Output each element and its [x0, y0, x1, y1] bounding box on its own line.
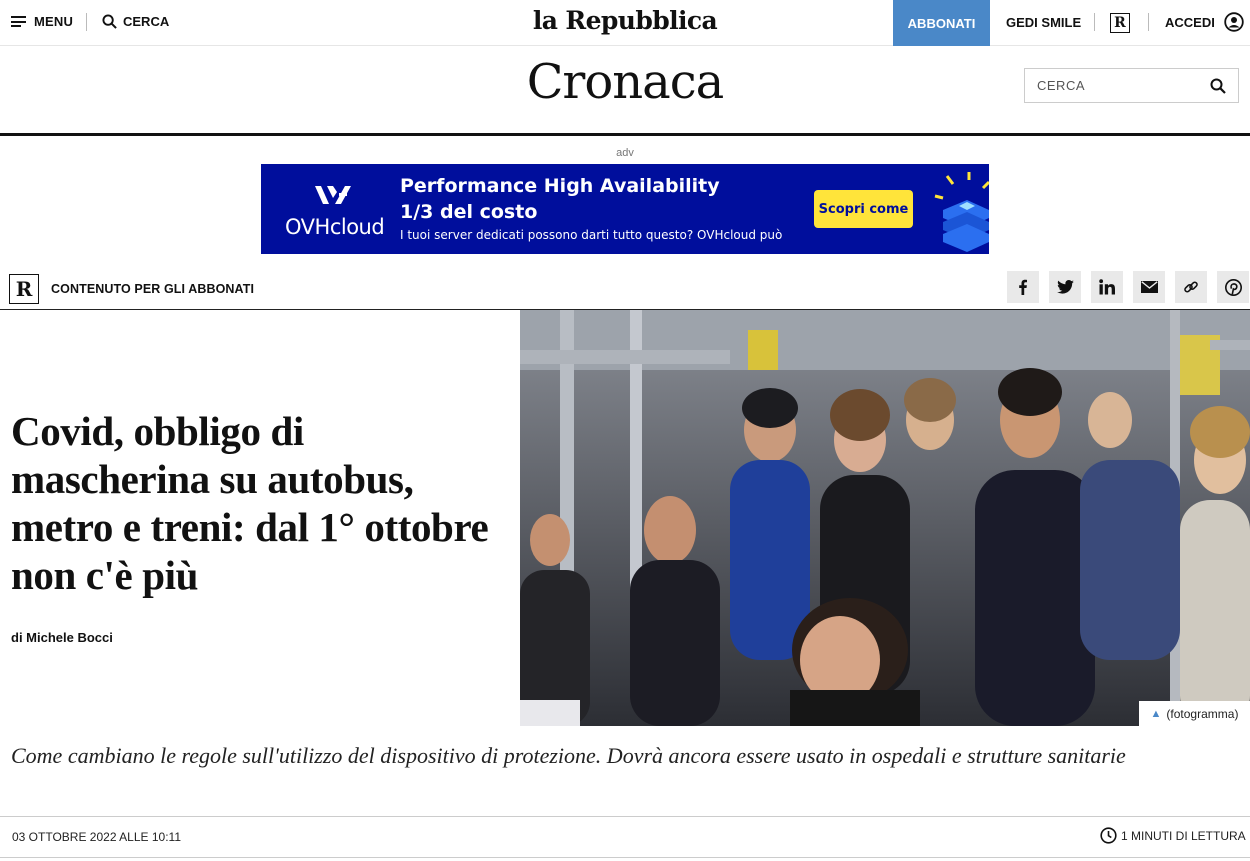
search-input[interactable] — [1037, 78, 1187, 93]
ad-headline — [400, 173, 720, 225]
hamburger-icon — [11, 16, 26, 27]
divider — [0, 857, 1250, 858]
facebook-icon — [1015, 279, 1031, 295]
section-divider — [0, 133, 1250, 136]
reading-time-label: 1 MINUTI DI LETTURA — [1121, 828, 1246, 843]
ad-label: adv — [616, 147, 634, 159]
mail-icon — [1141, 281, 1158, 293]
search-icon — [102, 14, 117, 29]
site-logo[interactable]: la Repubblica — [532, 6, 718, 35]
share-twitter-button[interactable] — [1049, 271, 1081, 303]
photo-credit[interactable] — [1139, 701, 1250, 726]
search-label: CERCA — [123, 14, 170, 29]
clock-icon — [1100, 827, 1117, 844]
linkedin-icon — [1099, 279, 1115, 295]
article-author[interactable]: di Michele Bocci — [11, 630, 113, 645]
article-summary: Come cambiano le regole sull'utilizzo del dispositivo di protezione. Dovrà ancora essere usato in ospedali e strutture sanitarie — [11, 743, 1126, 768]
server-stack-illustration — [933, 170, 989, 254]
search-icon[interactable] — [1210, 78, 1226, 94]
twitter-icon — [1057, 280, 1074, 294]
share-link-button[interactable] — [1175, 271, 1207, 303]
repubblica-r-icon: R — [9, 274, 39, 304]
menu-button[interactable] — [11, 14, 73, 29]
login-button[interactable] — [1165, 12, 1244, 32]
share-linkedin-button[interactable] — [1091, 271, 1123, 303]
ad-headline-line2: 1/3 del costo — [400, 201, 538, 223]
divider — [1148, 13, 1149, 31]
triangle-up-icon: ▲ — [1150, 707, 1162, 720]
divider — [1094, 13, 1095, 31]
subscribe-button[interactable]: ABBONATI — [893, 0, 990, 46]
photo-credit-label: (fotogramma) — [1166, 706, 1239, 721]
divider — [86, 13, 87, 31]
article-date: 03 OTTOBRE 2022 ALLE 10:11 — [12, 830, 181, 844]
share-mail-button[interactable] — [1133, 271, 1165, 303]
article-headline: Covid, obbligo di mascherina su autobus, metro e treni: dal 1° ottobre non c'è più — [11, 408, 489, 598]
search-button[interactable] — [102, 14, 169, 29]
reading-time — [1100, 827, 1246, 844]
ad-subline: I tuoi server dedicati possono darti tutto questo? OVHcloud può — [400, 228, 783, 242]
crowded-train-photo — [520, 310, 1250, 726]
user-icon — [1224, 12, 1244, 32]
article-photo — [520, 310, 1250, 726]
ovhcloud-logo — [285, 184, 385, 239]
section-title[interactable]: Cronaca — [526, 54, 724, 110]
ad-cta-button[interactable]: Scopri come — [814, 190, 913, 228]
pinterest-icon — [1225, 279, 1242, 296]
ad-brand: OVHcloud — [285, 215, 385, 239]
login-label: ACCEDI — [1165, 14, 1215, 30]
share-pinterest-button[interactable] — [1217, 271, 1249, 303]
top-navigation-bar — [0, 0, 1250, 46]
repubblica-r-icon[interactable]: R — [1110, 13, 1130, 33]
section-search-box — [1024, 68, 1239, 103]
gedi-smile-link[interactable]: GEDI SMILE — [1006, 15, 1082, 30]
share-facebook-button[interactable] — [1007, 271, 1039, 303]
ovhcloud-logo-icon — [313, 184, 353, 206]
menu-label: MENU — [34, 14, 74, 29]
ad-banner[interactable] — [261, 164, 989, 254]
subscriber-label: CONTENUTO PER GLI ABBONATI — [51, 282, 255, 296]
link-icon — [1183, 279, 1199, 295]
divider — [0, 816, 1250, 817]
ad-headline-line1: Performance High Availability — [400, 175, 720, 197]
